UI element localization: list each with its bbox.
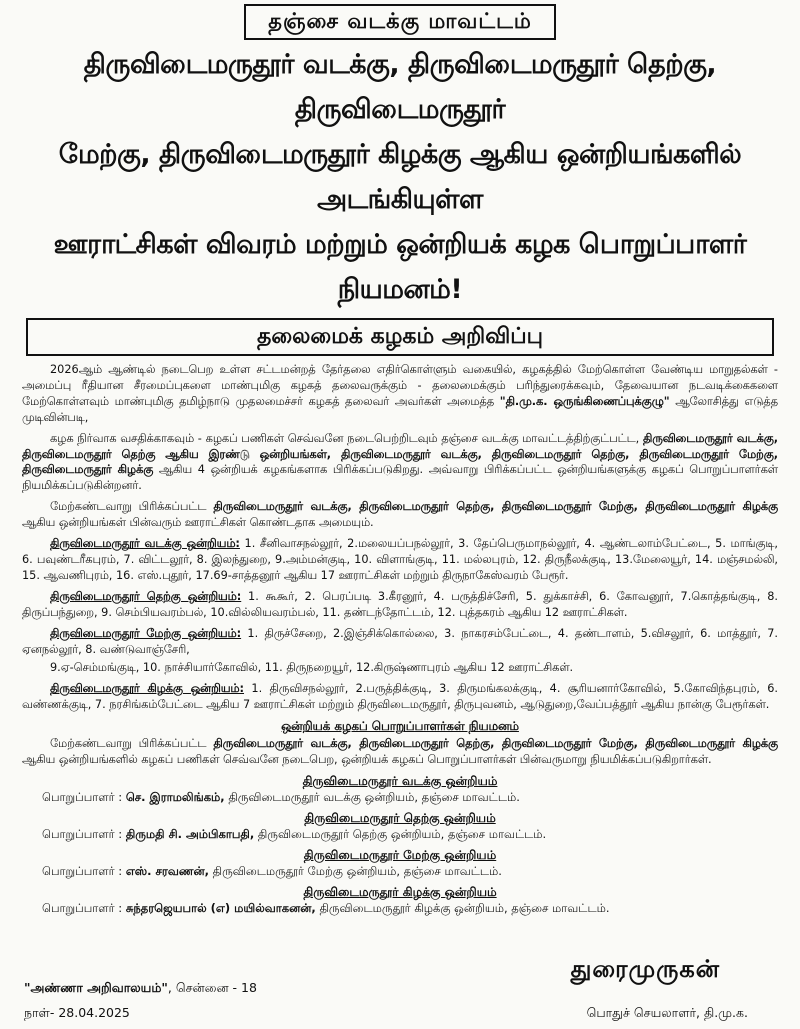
appointment [22, 810, 778, 843]
office-address: "அண்ணா அறிவாலயம்", சென்னை - 18 [24, 980, 257, 995]
district-title: தஞ்சை வடக்கு மாவட்டம் [244, 4, 555, 40]
west-union-villages-cont: 9.ஏ-செம்மங்குடி, 10. நாச்சியார்கோவில், 11. திருநறையூர், 12.கிருஷ்ணாபுரம் ஆகிய 12 ஊராட்சிகள். [50, 661, 574, 675]
notice-date: நாள்- 28.04.2025 [24, 1005, 130, 1020]
notice-body [22, 362, 778, 917]
paragraph: மேற்கண்டவாறு பிரிக்கப்பட்ட திருவிடைமருதூர் வடக்கு, திருவிடைமருதூர் தெற்கு, திருவிடைமருதூர் மேற்கு, திருவிடைமருதூர் கிழக்கு ஆகிய ஒன்றியங்கள் பின்வரும் ஊராட்சிகள் கொண்டதாக அமையும். [22, 500, 778, 530]
signatory-name: துரைமுருகன் [570, 955, 720, 983]
south-union-villages: திருவிடைமருதூர் தெற்கு ஒன்றியம்: 1. கூகூர், 2. பெரப்படி 3.கீரனூர், 4. பருத்திச்சேரி, 5. துக்காச்சி, 6. கோவனூர், 7.கொத்தங்குடி, 8. திருப்பந்துறை, 9. செம்பியவரம்பல், 10.வில்லியவரம்பல், 11. தண்டந்தோட்டம், 12. புத்தகரம் ஆகிய 12 ஊராட்சிகள். [22, 589, 778, 619]
appointment [22, 884, 778, 917]
appointment [22, 773, 778, 806]
appointment-person: பொறுப்பாளர் : திருமதி சி. அம்பிகாபதி, திருவிடைமருதூர் தெற்கு ஒன்றியம், தஞ்சை மாவட்டம். [42, 826, 547, 841]
appointment-person: பொறுப்பாளர் : எஸ். சரவணன், திருவிடைமருதூர் மேற்கு ஒன்றியம், தஞ்சை மாவட்டம். [42, 863, 502, 878]
appointment-person: பொறுப்பாளர் : செ. இராமலிங்கம், திருவிடைமருதூர் வடக்கு ஒன்றியம், தஞ்சை மாவட்டம். [42, 789, 520, 804]
west-union-villages: திருவிடைமருதூர் மேற்கு ஒன்றியம்: 1. திருச்சேறை, 2.இஞ்சிக்கொல்லை, 3. நாகரசம்பேட்டை, 4. தண்டாளம், 5.விசலூர், 6. மாத்தூர், 7. ஏனநல்லூர், 8. வண்டுவாஞ்சேரி, [22, 626, 778, 656]
paragraph: மேற்கண்டவாறு பிரிக்கப்பட்ட திருவிடைமருதூர் வடக்கு, திருவிடைமருதூர் தெற்கு, திருவிடைமருதூர் மேற்கு, திருவிடைமருதூர் கிழக்கு ஆகிய ஒன்றியங்களில் கழகப் பணிகள் செவ்வனே நடைபெற, ஒன்றியக் கழகப் பொறுப்பாளர்கள் பின்வருமாறு நியமிக்கப்படுகிறார்கள். [22, 737, 778, 767]
announcement-banner: தலைமைக் கழகம் அறிவிப்பு [26, 318, 774, 356]
headline-line: மேற்கு, திருவிடைமருதூர் கிழக்கு ஆகிய ஒன்றியங்களில் அடங்கியுள்ள [58, 139, 742, 215]
headline-line: ஊராட்சிகள் விவரம் மற்றும் ஒன்றியக் கழக பொறுப்பாளர் நியமனம்! [53, 229, 747, 305]
appointment-unit: திருவிடைமருதூர் மேற்கு ஒன்றியம் [303, 847, 497, 862]
footer [22, 955, 778, 1025]
appointment [22, 847, 778, 880]
paragraph: கழக நிர்வாக வசதிக்காகவும் - கழகப் பணிகள் செவ்வனே நடைபெற்றிடவும் தஞ்சை வடக்கு மாவட்டத்திற்குட்பட்ட, திருவிடைமருதூர் வடக்கு, திருவிடைமருதூர் தெற்கு ஆகிய இரண்டு ஒன்றியங்கள், திருவிடைமருதூர் வடக்கு, திருவிடைமருதூர் தெற்கு, திருவிடைமருதூர் மேற்கு, திருவிடைமருதூர் கிழக்கு ஆகிய 4 ஒன்றியக் கழகங்களாக பிரிக்கப்படுகிறது. அவ்வாறு பிரிக்கப்பட்ட ஒன்றியங்களுக்கு கழகப் பொறுப்பாளர்கள் நியமிக்கப்படுகின்றனர். [22, 431, 778, 493]
appointment-unit: திருவிடைமருதூர் தெற்கு ஒன்றியம் [304, 810, 496, 825]
appointment-person: பொறுப்பாளர் : சுந்தரஜெயபால் (எ) மயில்வாகனன், திருவிடைமருதூர் கிழக்கு ஒன்றியம், தஞ்சை மாவட்டம். [42, 900, 610, 915]
paragraph: 2026ஆம் ஆண்டில் நடைபெற உள்ள சட்டமன்றத் தேர்தலை எதிர்கொள்ளும் வகையில், கழகத்தில் மேற்கொள்ள வேண்டிய மாறுதல்கள் - அமைப்பு ரீதியான சீரமைப்புகளை மாண்புமிகு கழகத் தலைவருக்கும் - தலைமைக்கும் பரிந்துரைக்கவும், தேவையான நடவடிக்கைகளை மேற்கொள்ளவும் மாண்புமிகு தமிழ்நாடு முதலமைச்சர் கழகத் தலைவர் அவர்கள் அமைத்த "தி.மு.க. ஒருங்கிணைப்புக்குழு" ஆலோசித்து எடுத்த முடிவின்படி, [22, 363, 778, 424]
headline-line: திருவிடைமருதூர் வடக்கு, திருவிடைமருதூர் தெற்கு, திருவிடைமருதூர் [83, 49, 717, 125]
east-union-villages: திருவிடைமருதூர் கிழக்கு ஒன்றியம்: 1. திருவிசநல்லூர், 2.பருத்திக்குடி, 3. திருமங்கலக்குடி, 4. சூரியனார்கோவில், 5.கோவிந்தபுரம், 6. வண்ணக்குடி, 7. நரசிங்கம்பேட்டை ஆகிய 7 ஊராட்சிகள் மற்றும் திருவிடைமருதூர், திருபுவனம், ஆடுதுறை,வேப்பத்தூர் ஆகிய நான்கு பேரூர்கள். [22, 682, 778, 712]
headline [22, 42, 778, 312]
appointment-unit: திருவிடைமருதூர் கிழக்கு ஒன்றியம் [303, 884, 497, 899]
signatory-title: பொதுச் செயலாளர், தி.மு.க. [586, 1005, 748, 1020]
appointments-title: ஒன்றியக் கழகப் பொறுப்பாளர்கள் நியமனம் [281, 719, 519, 734]
north-union-villages: திருவிடைமருதூர் வடக்கு ஒன்றியம்: 1. சீனிவாசநல்லூர், 2.மலையப்பநல்லூர், 3. தேப்பெருமாநல்லூர், 4. ஆண்டலாம்பேட்டை, 5. மாங்குடி, 6. பவுண்டரீகபுரம், 7. விட்டலூர், 8. இலந்துறை, 9.அம்மன்குடி, 10. விளாங்குடி, 11. மல்லபுரம், 12. திருநீலக்குடி, 13.மேலையூர், 14. மஞ்சமல்லி, 15. ஆவணிபுரம், 16. எஸ்.புதூர், 17.69-சாத்தனூர் ஆகிய 17 ஊராட்சிகள் மற்றும் திருநாகேஸ்வரம் பேரூர். [22, 537, 778, 582]
appointment-unit: திருவிடைமருதூர் வடக்கு ஒன்றியம் [302, 773, 498, 788]
